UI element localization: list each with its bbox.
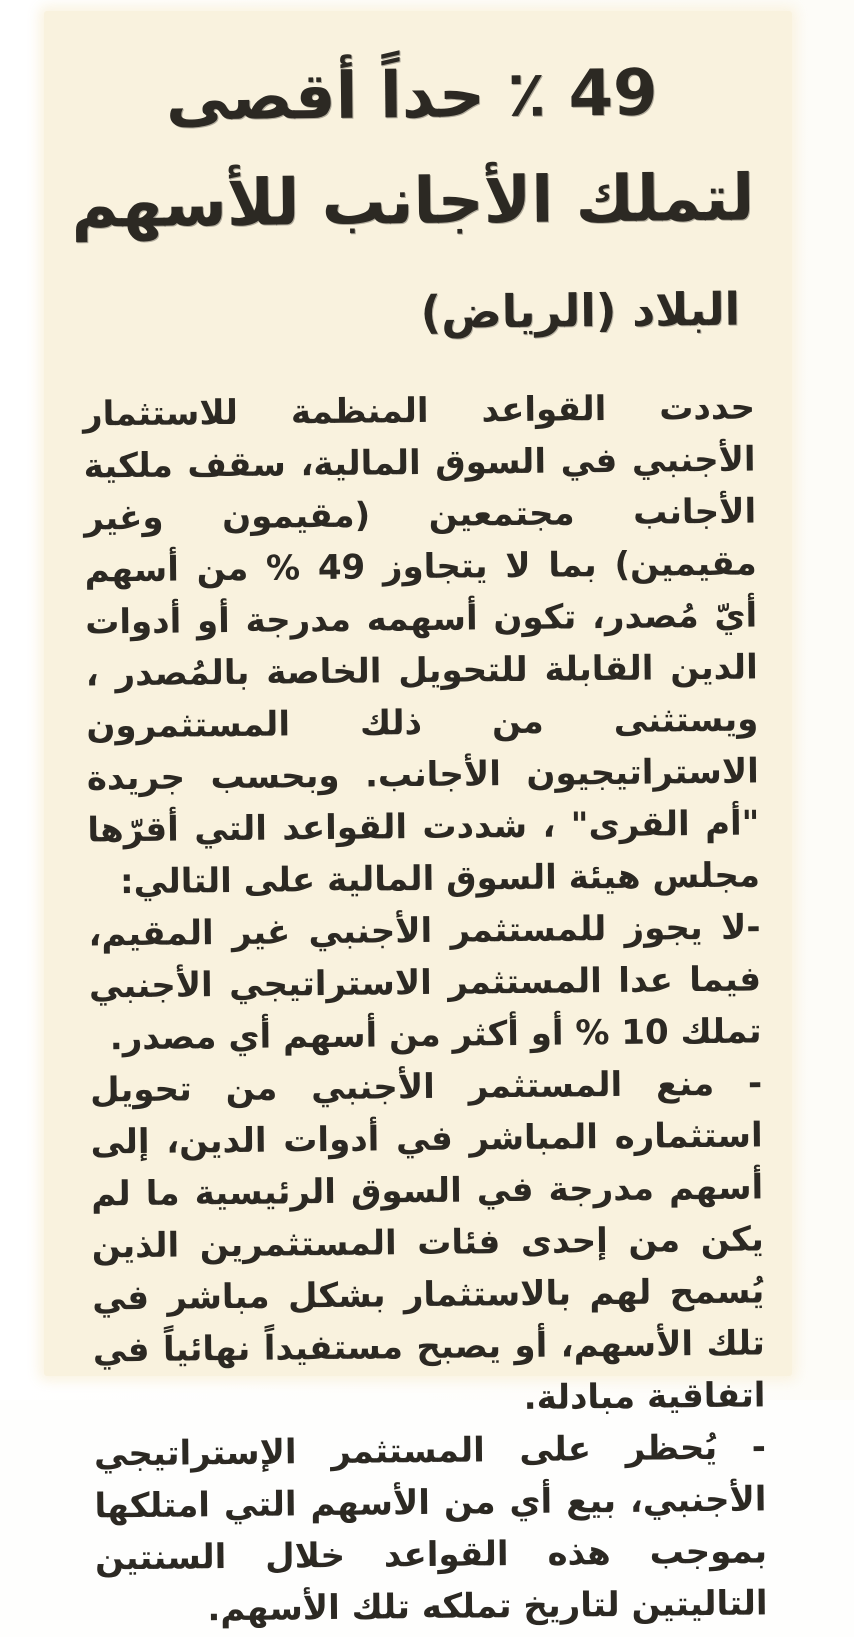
body-paragraph: - منع المستثمر الأجنبي من تحويل استثماره المباشر في أدوات الدين، إلى أسهم مدرجة في السوق الرئيسية ما لم يكن من إحدى فئات المستثمرين الذين يُسمح لهم بالاستثمار بشكل مباشر في تلك الأسهم، أو يصبح مستفيداً نهائياً في اتفاقية مبادلة. (89, 1063, 766, 1418)
byline: البلاد (الرياض) (420, 282, 741, 339)
article-headline (51, 39, 773, 259)
article-content (37, 7, 799, 1630)
headline-line-1: 49 ٪ حداً أقصى (165, 56, 658, 136)
body-paragraph: - يُحظر على المستثمر الإستراتيجي الأجنبي، بيع أي من الأسهم التي امتلكها بموجب هذه القواعد خلال السنتين التاليتين لتاريخ تملكه تلك الأسهم. (93, 1427, 768, 1630)
article-body (41, 381, 802, 1637)
article-clipping-panel (44, 11, 792, 1630)
body-paragraph: -لا يجوز للمستثمر الأجنبي غير المقيم، فيما عدا المستثمر الاستراتيجي الأجنبي تملك 10 % أو أكثر من أسهم أي مصدر. (88, 907, 762, 1059)
body-paragraph: حددت القواعد المنظمة للاستثمار الأجنبي في السوق المالية، سقف ملكية الأجانب مجتمعين (مقيمون وغير مقيمين) بما لا يتجاوز 49 % من أسهم أيّ مُصدر، تكون أسهمه مدرجة أو أدوات الدين القابلة للتحويل الخاصة بالمُصدر ، ويستثنى من ذلك المستثمرون الاستراتيجيون الأجانب. وبحسب جريدة "أم القرى" ، شددت القواعد التي أقرّها مجلس هيئة السوق المالية على التالي: (82, 387, 761, 903)
headline-line-2: لتملك الأجانب للأسهم (71, 161, 755, 243)
